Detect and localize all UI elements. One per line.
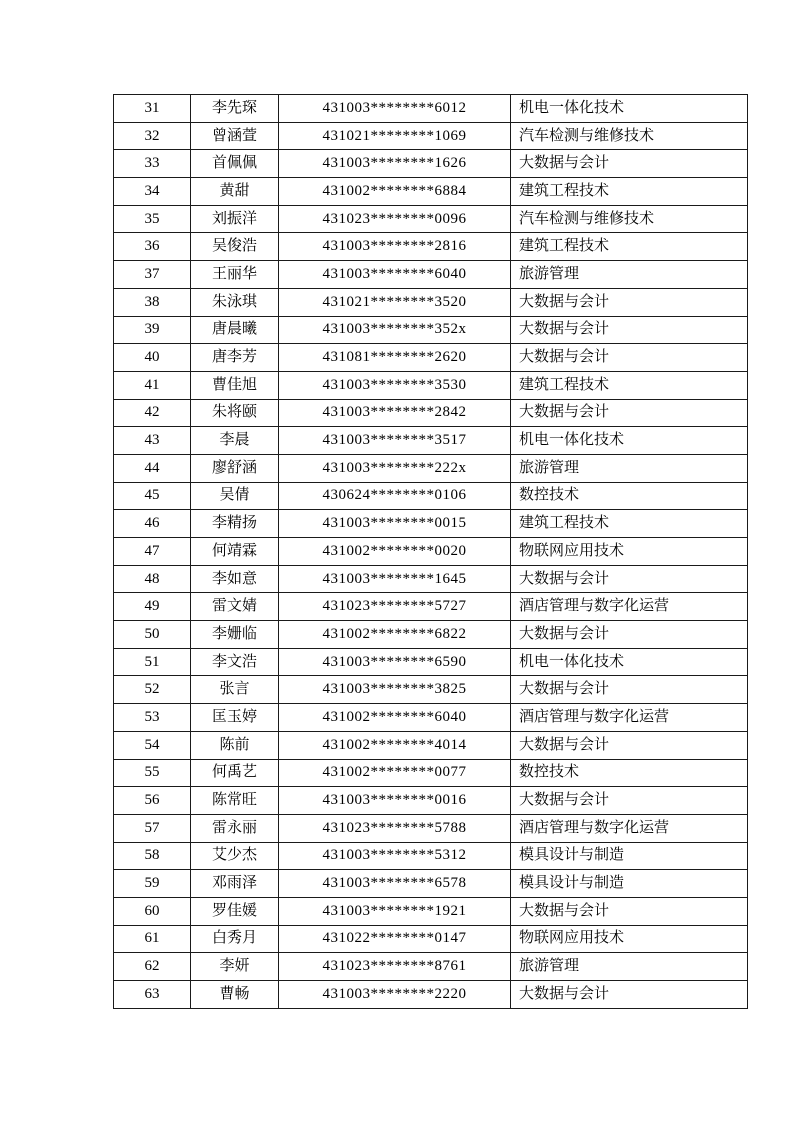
major-cell: 模具设计与制造 bbox=[511, 870, 748, 898]
id-number-cell: 431081********2620 bbox=[279, 344, 511, 372]
major-cell: 建筑工程技术 bbox=[511, 510, 748, 538]
table-row bbox=[114, 648, 748, 676]
table-row bbox=[114, 676, 748, 704]
id-number-cell: 431022********0147 bbox=[279, 925, 511, 953]
row-number-cell: 50 bbox=[114, 621, 191, 649]
student-name-cell: 李妍 bbox=[191, 953, 279, 981]
id-number-cell: 431002********0077 bbox=[279, 759, 511, 787]
major-cell: 物联网应用技术 bbox=[511, 925, 748, 953]
table-row bbox=[114, 897, 748, 925]
student-name-cell: 廖舒涵 bbox=[191, 454, 279, 482]
table-row bbox=[114, 454, 748, 482]
row-number-cell: 53 bbox=[114, 704, 191, 732]
row-number-cell: 56 bbox=[114, 787, 191, 815]
major-cell: 大数据与会计 bbox=[511, 316, 748, 344]
table-row bbox=[114, 261, 748, 289]
table-row bbox=[114, 953, 748, 981]
table-row bbox=[114, 842, 748, 870]
major-cell: 旅游管理 bbox=[511, 261, 748, 289]
student-name-cell: 艾少杰 bbox=[191, 842, 279, 870]
major-cell: 大数据与会计 bbox=[511, 731, 748, 759]
id-number-cell: 430624********0106 bbox=[279, 482, 511, 510]
table-row bbox=[114, 95, 748, 123]
table-row bbox=[114, 122, 748, 150]
id-number-cell: 431003********1921 bbox=[279, 897, 511, 925]
student-name-cell: 李精扬 bbox=[191, 510, 279, 538]
id-number-cell: 431003********3517 bbox=[279, 427, 511, 455]
table-row bbox=[114, 233, 748, 261]
row-number-cell: 60 bbox=[114, 897, 191, 925]
row-number-cell: 43 bbox=[114, 427, 191, 455]
table-row bbox=[114, 870, 748, 898]
id-number-cell: 431023********5788 bbox=[279, 814, 511, 842]
row-number-cell: 47 bbox=[114, 538, 191, 566]
major-cell: 汽车检测与维修技术 bbox=[511, 122, 748, 150]
table-row bbox=[114, 482, 748, 510]
row-number-cell: 63 bbox=[114, 981, 191, 1009]
id-number-cell: 431003********2220 bbox=[279, 981, 511, 1009]
table-row bbox=[114, 787, 748, 815]
id-number-cell: 431003********2842 bbox=[279, 399, 511, 427]
major-cell: 大数据与会计 bbox=[511, 288, 748, 316]
student-name-cell: 曹佳旭 bbox=[191, 371, 279, 399]
student-name-cell: 何禹艺 bbox=[191, 759, 279, 787]
table-row bbox=[114, 565, 748, 593]
table-row bbox=[114, 344, 748, 372]
student-name-cell: 刘振洋 bbox=[191, 205, 279, 233]
table-body bbox=[114, 95, 748, 1009]
id-number-cell: 431003********2816 bbox=[279, 233, 511, 261]
table-row bbox=[114, 371, 748, 399]
student-name-cell: 黄甜 bbox=[191, 178, 279, 206]
major-cell: 数控技术 bbox=[511, 759, 748, 787]
id-number-cell: 431003********3530 bbox=[279, 371, 511, 399]
id-number-cell: 431003********0015 bbox=[279, 510, 511, 538]
id-number-cell: 431021********3520 bbox=[279, 288, 511, 316]
major-cell: 酒店管理与数字化运营 bbox=[511, 814, 748, 842]
table-row bbox=[114, 704, 748, 732]
id-number-cell: 431002********6040 bbox=[279, 704, 511, 732]
table-row bbox=[114, 150, 748, 178]
id-number-cell: 431003********6590 bbox=[279, 648, 511, 676]
id-number-cell: 431003********1626 bbox=[279, 150, 511, 178]
student-name-cell: 吴俊浩 bbox=[191, 233, 279, 261]
student-name-cell: 曹畅 bbox=[191, 981, 279, 1009]
row-number-cell: 59 bbox=[114, 870, 191, 898]
student-name-cell: 雷文婧 bbox=[191, 593, 279, 621]
major-cell: 机电一体化技术 bbox=[511, 95, 748, 123]
student-name-cell: 李文浩 bbox=[191, 648, 279, 676]
row-number-cell: 36 bbox=[114, 233, 191, 261]
major-cell: 机电一体化技术 bbox=[511, 427, 748, 455]
major-cell: 汽车检测与维修技术 bbox=[511, 205, 748, 233]
row-number-cell: 38 bbox=[114, 288, 191, 316]
student-name-cell: 邓雨泽 bbox=[191, 870, 279, 898]
id-number-cell: 431003********6040 bbox=[279, 261, 511, 289]
student-name-cell: 唐李芳 bbox=[191, 344, 279, 372]
id-number-cell: 431003********3825 bbox=[279, 676, 511, 704]
table-row bbox=[114, 759, 748, 787]
major-cell: 物联网应用技术 bbox=[511, 538, 748, 566]
student-name-cell: 李姗临 bbox=[191, 621, 279, 649]
table-row bbox=[114, 178, 748, 206]
major-cell: 大数据与会计 bbox=[511, 565, 748, 593]
table-row bbox=[114, 814, 748, 842]
major-cell: 模具设计与制造 bbox=[511, 842, 748, 870]
student-name-cell: 何靖霖 bbox=[191, 538, 279, 566]
id-number-cell: 431021********1069 bbox=[279, 122, 511, 150]
major-cell: 大数据与会计 bbox=[511, 399, 748, 427]
id-number-cell: 431023********5727 bbox=[279, 593, 511, 621]
table-row bbox=[114, 510, 748, 538]
row-number-cell: 32 bbox=[114, 122, 191, 150]
major-cell: 大数据与会计 bbox=[511, 897, 748, 925]
student-name-cell: 匡玉婷 bbox=[191, 704, 279, 732]
id-number-cell: 431003********352x bbox=[279, 316, 511, 344]
major-cell: 旅游管理 bbox=[511, 454, 748, 482]
student-name-cell: 王丽华 bbox=[191, 261, 279, 289]
student-name-cell: 吴倩 bbox=[191, 482, 279, 510]
student-name-cell: 李晨 bbox=[191, 427, 279, 455]
row-number-cell: 51 bbox=[114, 648, 191, 676]
id-number-cell: 431002********6822 bbox=[279, 621, 511, 649]
row-number-cell: 31 bbox=[114, 95, 191, 123]
major-cell: 旅游管理 bbox=[511, 953, 748, 981]
row-number-cell: 40 bbox=[114, 344, 191, 372]
student-name-cell: 罗佳媛 bbox=[191, 897, 279, 925]
student-roster-table bbox=[113, 94, 748, 1009]
major-cell: 大数据与会计 bbox=[511, 676, 748, 704]
row-number-cell: 54 bbox=[114, 731, 191, 759]
row-number-cell: 57 bbox=[114, 814, 191, 842]
table-row bbox=[114, 399, 748, 427]
id-number-cell: 431003********6012 bbox=[279, 95, 511, 123]
student-name-cell: 李先琛 bbox=[191, 95, 279, 123]
student-name-cell: 陈前 bbox=[191, 731, 279, 759]
row-number-cell: 39 bbox=[114, 316, 191, 344]
row-number-cell: 49 bbox=[114, 593, 191, 621]
table-row bbox=[114, 981, 748, 1009]
student-name-cell: 张言 bbox=[191, 676, 279, 704]
major-cell: 建筑工程技术 bbox=[511, 371, 748, 399]
row-number-cell: 41 bbox=[114, 371, 191, 399]
id-number-cell: 431003********6578 bbox=[279, 870, 511, 898]
major-cell: 大数据与会计 bbox=[511, 787, 748, 815]
id-number-cell: 431002********4014 bbox=[279, 731, 511, 759]
row-number-cell: 48 bbox=[114, 565, 191, 593]
id-number-cell: 431003********1645 bbox=[279, 565, 511, 593]
row-number-cell: 55 bbox=[114, 759, 191, 787]
student-name-cell: 朱将颐 bbox=[191, 399, 279, 427]
row-number-cell: 33 bbox=[114, 150, 191, 178]
row-number-cell: 58 bbox=[114, 842, 191, 870]
row-number-cell: 62 bbox=[114, 953, 191, 981]
id-number-cell: 431023********8761 bbox=[279, 953, 511, 981]
major-cell: 大数据与会计 bbox=[511, 981, 748, 1009]
student-name-cell: 陈常旺 bbox=[191, 787, 279, 815]
id-number-cell: 431003********0016 bbox=[279, 787, 511, 815]
student-name-cell: 曾涵萱 bbox=[191, 122, 279, 150]
major-cell: 大数据与会计 bbox=[511, 150, 748, 178]
student-name-cell: 白秀月 bbox=[191, 925, 279, 953]
student-name-cell: 雷永丽 bbox=[191, 814, 279, 842]
student-name-cell: 首佩佩 bbox=[191, 150, 279, 178]
table-row bbox=[114, 731, 748, 759]
table-row bbox=[114, 288, 748, 316]
student-name-cell: 唐晨曦 bbox=[191, 316, 279, 344]
table-row bbox=[114, 427, 748, 455]
row-number-cell: 34 bbox=[114, 178, 191, 206]
student-name-cell: 朱泳琪 bbox=[191, 288, 279, 316]
id-number-cell: 431002********0020 bbox=[279, 538, 511, 566]
table-row bbox=[114, 316, 748, 344]
table-row bbox=[114, 593, 748, 621]
table-row bbox=[114, 538, 748, 566]
row-number-cell: 42 bbox=[114, 399, 191, 427]
row-number-cell: 37 bbox=[114, 261, 191, 289]
major-cell: 建筑工程技术 bbox=[511, 233, 748, 261]
major-cell: 酒店管理与数字化运营 bbox=[511, 704, 748, 732]
id-number-cell: 431023********0096 bbox=[279, 205, 511, 233]
id-number-cell: 431002********6884 bbox=[279, 178, 511, 206]
row-number-cell: 35 bbox=[114, 205, 191, 233]
row-number-cell: 45 bbox=[114, 482, 191, 510]
major-cell: 大数据与会计 bbox=[511, 344, 748, 372]
major-cell: 数控技术 bbox=[511, 482, 748, 510]
major-cell: 建筑工程技术 bbox=[511, 178, 748, 206]
table-row bbox=[114, 925, 748, 953]
student-name-cell: 李如意 bbox=[191, 565, 279, 593]
major-cell: 大数据与会计 bbox=[511, 621, 748, 649]
id-number-cell: 431003********222x bbox=[279, 454, 511, 482]
row-number-cell: 52 bbox=[114, 676, 191, 704]
major-cell: 酒店管理与数字化运营 bbox=[511, 593, 748, 621]
row-number-cell: 44 bbox=[114, 454, 191, 482]
table-row bbox=[114, 205, 748, 233]
row-number-cell: 46 bbox=[114, 510, 191, 538]
major-cell: 机电一体化技术 bbox=[511, 648, 748, 676]
row-number-cell: 61 bbox=[114, 925, 191, 953]
table-row bbox=[114, 621, 748, 649]
id-number-cell: 431003********5312 bbox=[279, 842, 511, 870]
